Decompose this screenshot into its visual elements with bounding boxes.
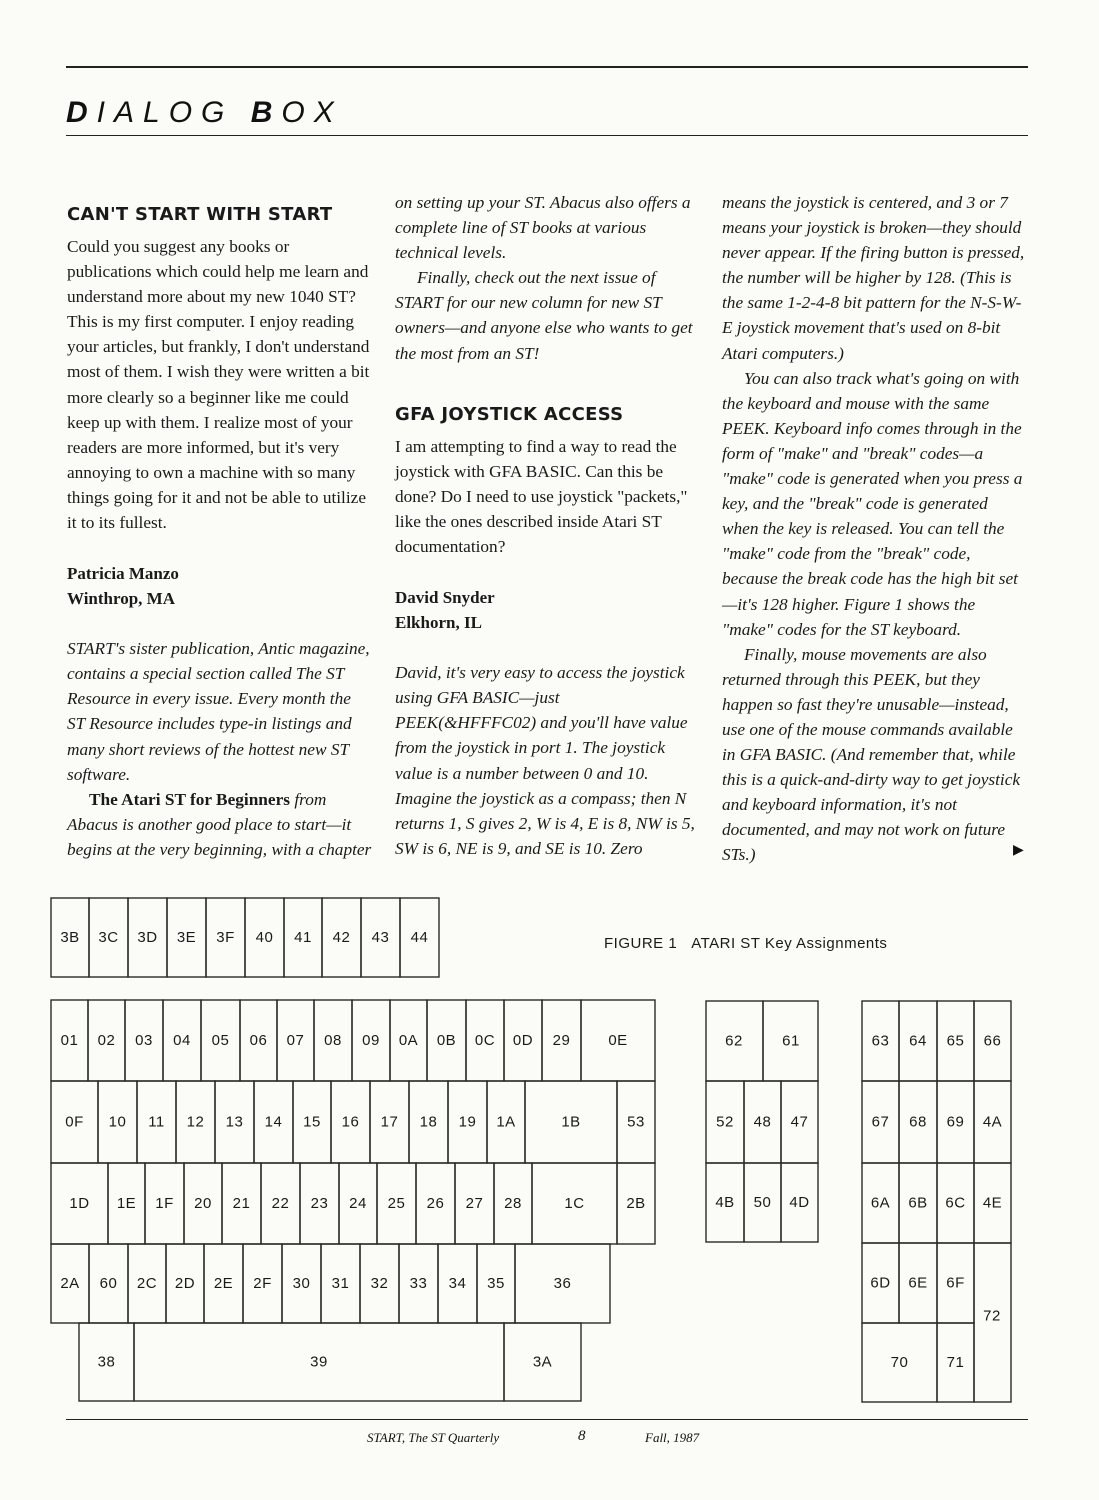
svg-text:38: 38 <box>97 1353 116 1371</box>
svg-text:3D: 3D <box>137 929 158 946</box>
key-66 <box>974 1001 1011 1081</box>
svg-text:2A: 2A <box>60 1275 80 1292</box>
key-32 <box>360 1244 399 1323</box>
key-21 <box>222 1163 261 1244</box>
key-63 <box>862 1001 899 1081</box>
svg-text:60: 60 <box>99 1275 118 1292</box>
key-27 <box>455 1163 494 1244</box>
key-1C <box>532 1163 617 1244</box>
letter-heading-cant-start: CAN'T START WITH START <box>67 204 333 225</box>
svg-text:39: 39 <box>310 1353 328 1371</box>
key-1D <box>51 1163 108 1244</box>
svg-text:6D: 6D <box>870 1274 891 1292</box>
key-3D <box>128 898 167 977</box>
svg-text:26: 26 <box>426 1195 445 1212</box>
key-34 <box>438 1244 477 1323</box>
key-2B <box>617 1163 655 1244</box>
svg-text:27: 27 <box>465 1195 484 1212</box>
key-53 <box>617 1081 655 1163</box>
letter-signature-name: Patricia Manzo <box>67 564 179 584</box>
svg-text:10: 10 <box>108 1113 127 1131</box>
key-65 <box>937 1001 974 1081</box>
svg-text:68: 68 <box>909 1113 927 1131</box>
svg-text:53: 53 <box>627 1113 645 1131</box>
svg-text:6C: 6C <box>945 1194 966 1212</box>
key-39 <box>134 1323 504 1401</box>
key-3C <box>89 898 128 977</box>
key-01 <box>51 1000 88 1081</box>
svg-text:13: 13 <box>225 1113 244 1131</box>
key-1E <box>108 1163 145 1244</box>
key-6E <box>899 1243 937 1323</box>
key-4B <box>706 1163 744 1242</box>
svg-text:09: 09 <box>362 1032 380 1049</box>
svg-text:33: 33 <box>409 1275 428 1292</box>
svg-text:12: 12 <box>186 1113 205 1131</box>
key-40 <box>245 898 284 977</box>
svg-text:0B: 0B <box>436 1032 457 1049</box>
figure-title: ATARI ST Key Assignments <box>691 935 888 952</box>
svg-text:01: 01 <box>60 1032 79 1049</box>
key-3A <box>504 1323 581 1401</box>
svg-text:11: 11 <box>148 1113 165 1131</box>
key-16 <box>331 1081 370 1163</box>
key-28 <box>494 1163 532 1244</box>
key-48 <box>744 1081 781 1163</box>
key-1F <box>145 1163 184 1244</box>
key-2C <box>128 1244 166 1323</box>
key-17 <box>370 1081 409 1163</box>
svg-text:31: 31 <box>331 1275 350 1292</box>
section-header: DIALOG BOX <box>66 96 343 129</box>
svg-text:4A: 4A <box>982 1113 1003 1131</box>
key-64 <box>899 1001 937 1081</box>
key-70 <box>862 1323 937 1402</box>
svg-text:1C: 1C <box>564 1195 585 1212</box>
key-4D <box>781 1163 818 1242</box>
svg-text:65: 65 <box>946 1032 965 1050</box>
key-6F <box>937 1243 974 1323</box>
key-60 <box>89 1244 128 1323</box>
key-3F <box>206 898 245 977</box>
svg-text:23: 23 <box>310 1195 329 1212</box>
key-38 <box>79 1323 134 1401</box>
key-4E <box>974 1163 1011 1243</box>
key-26 <box>416 1163 455 1244</box>
key-35 <box>477 1244 515 1323</box>
svg-text:52: 52 <box>716 1113 734 1131</box>
svg-text:1D: 1D <box>69 1195 90 1212</box>
svg-text:71: 71 <box>946 1354 965 1371</box>
key-30 <box>282 1244 321 1323</box>
reply-paragraph: David, it's very easy to access the joystick using GFA BASIC—just PEEK(&HFFFC02) and you'll have value from the joystick in port 1. The joystick value is a number between 0 and 10. Imagine the joystick as a compass; then N returns 1, S gives 2, W is 4, E is 8, NW is 5, SW is 6, NE is 9, and SE is 10. Zero <box>395 663 695 858</box>
reply-paragraph: START's sister publication, Antic magazine, contains a special section called The ST Resource in every issue. Every month the ST Resource includes type-in listings and many short reviews of the hottest new ST software. <box>67 639 370 784</box>
key-4A <box>974 1081 1011 1163</box>
reply-paragraph: Finally, check out the next issue of START for our new column for new ST owners—and anyone else who wants to get the most from an ST! <box>395 268 693 363</box>
letter-signature-place: Winthrop, MA <box>67 589 176 609</box>
footer-issue: Fall, 1987 <box>645 1430 700 1445</box>
svg-text:50: 50 <box>753 1194 772 1211</box>
key-02 <box>88 1000 125 1081</box>
svg-text:69: 69 <box>946 1113 965 1131</box>
svg-text:72: 72 <box>983 1307 1001 1325</box>
svg-text:2E: 2E <box>213 1275 234 1292</box>
key-03 <box>125 1000 163 1081</box>
svg-text:07: 07 <box>286 1032 305 1049</box>
svg-text:61: 61 <box>782 1032 800 1050</box>
svg-text:3A: 3A <box>532 1353 553 1371</box>
svg-text:47: 47 <box>790 1113 809 1131</box>
footer-page-number: 8 <box>578 1428 586 1444</box>
key-3B <box>51 898 89 977</box>
svg-text:63: 63 <box>871 1032 890 1050</box>
svg-text:14: 14 <box>264 1113 283 1131</box>
key-0E <box>581 1000 655 1081</box>
key-2E <box>204 1244 243 1323</box>
key-1B <box>525 1081 617 1163</box>
key-72 <box>974 1243 1011 1402</box>
svg-text:34: 34 <box>448 1275 467 1292</box>
svg-text:1B: 1B <box>561 1113 581 1131</box>
key-62 <box>706 1001 763 1081</box>
key-23 <box>300 1163 339 1244</box>
svg-text:16: 16 <box>341 1113 360 1131</box>
key-2A <box>51 1244 89 1323</box>
key-33 <box>399 1244 438 1323</box>
svg-text:4B: 4B <box>715 1194 735 1211</box>
svg-text:66: 66 <box>983 1032 1002 1050</box>
footer-publication: START, The ST Quarterly <box>367 1430 500 1445</box>
reply-paragraph: means the joystick is centered, and 3 or 7 means your joystick is broken—they should never appear. If the firing button is pressed, the number will be higher by 128. (This is the same 1-2-4-8 bit pattern for the N-S-W-E joystick movement that's used on 8-bit Atari computers.) <box>722 193 1025 363</box>
svg-text:21: 21 <box>232 1195 251 1212</box>
svg-text:41: 41 <box>294 929 312 946</box>
key-61 <box>763 1001 818 1081</box>
svg-text:2F: 2F <box>253 1275 272 1292</box>
key-2D <box>166 1244 204 1323</box>
svg-text:40: 40 <box>255 929 274 946</box>
key-6B <box>899 1163 937 1243</box>
key-06 <box>240 1000 277 1081</box>
svg-text:43: 43 <box>371 929 390 946</box>
key-2F <box>243 1244 282 1323</box>
key-52 <box>706 1081 744 1163</box>
svg-text:3E: 3E <box>176 929 197 946</box>
svg-text:36: 36 <box>553 1275 572 1292</box>
key-29 <box>542 1000 581 1081</box>
key-12 <box>176 1081 215 1163</box>
svg-text:4E: 4E <box>982 1194 1003 1212</box>
svg-text:29: 29 <box>552 1032 571 1049</box>
svg-text:0C: 0C <box>474 1032 496 1049</box>
key-50 <box>744 1163 781 1242</box>
svg-text:05: 05 <box>211 1032 230 1049</box>
svg-text:4D: 4D <box>789 1194 810 1211</box>
footer-rule <box>66 1419 1028 1420</box>
svg-text:62: 62 <box>725 1032 743 1050</box>
key-47 <box>781 1081 818 1163</box>
svg-text:02: 02 <box>97 1032 116 1049</box>
key-14 <box>254 1081 293 1163</box>
key-68 <box>899 1081 937 1163</box>
key-13 <box>215 1081 254 1163</box>
svg-text:67: 67 <box>871 1113 890 1131</box>
svg-text:64: 64 <box>909 1032 927 1050</box>
key-36 <box>515 1244 610 1323</box>
svg-text:18: 18 <box>419 1113 438 1131</box>
svg-text:03: 03 <box>135 1032 153 1049</box>
key-67 <box>862 1081 899 1163</box>
key-42 <box>322 898 361 977</box>
key-0D <box>504 1000 542 1081</box>
svg-text:20: 20 <box>194 1195 212 1212</box>
svg-text:15: 15 <box>303 1113 321 1131</box>
reply-continued: on setting up your ST. Abacus also offers a complete line of ST books at various technical levels. <box>395 193 691 263</box>
svg-text:3F: 3F <box>216 929 235 946</box>
letter-body: Could you suggest any books or publications which could help me learn and understand more about my new 1040 ST? This is my first computer. I enjoy reading your articles, but frankly, I don't understand most of them. I wish they were written a bit more clearly so a beginner like me could keep up with them. I realize most of your readers are more informed, but it's very annoying to own a machine with so many things going for it and not be able to utilize it to its fullest. <box>67 237 370 533</box>
key-41 <box>284 898 322 977</box>
key-6D <box>862 1243 899 1323</box>
svg-text:1A: 1A <box>496 1113 516 1131</box>
key-08 <box>314 1000 352 1081</box>
svg-text:70: 70 <box>890 1354 909 1371</box>
continue-arrow-icon: ▶ <box>1013 842 1024 858</box>
key-22 <box>261 1163 300 1244</box>
svg-text:32: 32 <box>370 1275 389 1292</box>
letter-heading-gfa-joystick: GFA JOYSTICK ACCESS <box>395 403 624 425</box>
svg-text:6E: 6E <box>908 1274 928 1292</box>
svg-text:04: 04 <box>173 1032 191 1049</box>
key-25 <box>377 1163 416 1244</box>
svg-text:1E: 1E <box>116 1195 137 1212</box>
svg-text:2C: 2C <box>136 1275 158 1292</box>
svg-text:42: 42 <box>332 929 351 946</box>
key-43 <box>361 898 400 977</box>
key-0B <box>427 1000 466 1081</box>
svg-text:44: 44 <box>410 929 429 946</box>
svg-text:25: 25 <box>387 1195 406 1212</box>
key-6A <box>862 1163 899 1243</box>
svg-text:0D: 0D <box>512 1032 534 1049</box>
key-69 <box>937 1081 974 1163</box>
letter-signature-name: David Snyder <box>395 588 495 608</box>
book-title: The Atari ST for Beginners <box>89 789 290 809</box>
svg-text:06: 06 <box>249 1032 268 1049</box>
key-44 <box>400 898 439 977</box>
svg-text:17: 17 <box>380 1113 399 1131</box>
key-04 <box>163 1000 201 1081</box>
key-71 <box>937 1323 974 1402</box>
key-0A <box>390 1000 427 1081</box>
key-07 <box>277 1000 314 1081</box>
key-6C <box>937 1163 974 1243</box>
letter-body: I am attempting to find a way to read the joystick with GFA BASIC. Can this be done? Do I need to use joystick "packets," like the ones described inside Atari ST documentation? <box>395 436 688 557</box>
key-09 <box>352 1000 390 1081</box>
svg-text:6F: 6F <box>946 1274 965 1292</box>
key-20 <box>184 1163 222 1244</box>
key-18 <box>409 1081 448 1163</box>
svg-text:2D: 2D <box>174 1275 196 1292</box>
svg-text:6A: 6A <box>870 1194 891 1212</box>
svg-text:6B: 6B <box>908 1194 928 1212</box>
svg-text:08: 08 <box>324 1032 342 1049</box>
figure-number: FIGURE 1 <box>604 935 678 952</box>
svg-text:28: 28 <box>504 1195 522 1212</box>
svg-text:0A: 0A <box>398 1032 419 1049</box>
key-11 <box>137 1081 176 1163</box>
reply-paragraph: You can also track what's going on with the keyboard and mouse with the same PEEK. Keyboard info comes through in the form of "make" and "break" codes—a "make" code is generated when you press a key, and the "break" code is generated when the key is released. You can tell the "make" code from the "break" code, because the break code has the high bit set—it's 128 higher. Figure 1 shows the "make" codes for the ST keyboard. <box>722 368 1023 639</box>
reply-paragraph: Finally, mouse movements are also returned through this PEEK, but they happen so fast they're unusable—instead, use one of the mouse commands available in GFA BASIC. (And remember that, while this is a quick-and-dirty way to get joystick and keyboard information, it's not documented, and may not work on future STs.) <box>722 644 1021 865</box>
key-0C <box>466 1000 504 1081</box>
letter-signature-place: Elkhorn, IL <box>395 613 482 633</box>
key-05 <box>201 1000 240 1081</box>
key-3E <box>167 898 206 977</box>
svg-text:0E: 0E <box>608 1032 628 1049</box>
svg-text:1F: 1F <box>155 1195 174 1212</box>
svg-text:0F: 0F <box>65 1113 84 1131</box>
svg-text:22: 22 <box>271 1195 290 1212</box>
svg-text:3B: 3B <box>60 929 80 946</box>
key-19 <box>448 1081 487 1163</box>
key-0F <box>51 1081 98 1163</box>
svg-text:2B: 2B <box>626 1195 646 1212</box>
key-31 <box>321 1244 360 1323</box>
key-15 <box>293 1081 331 1163</box>
svg-text:19: 19 <box>458 1113 477 1131</box>
reply-paragraph: from Abacus is another good place to start—it begins at the very beginning, with a chapter <box>67 789 372 859</box>
svg-text:35: 35 <box>487 1275 505 1292</box>
svg-text:30: 30 <box>292 1275 311 1292</box>
key-1A <box>487 1081 525 1163</box>
svg-text:3C: 3C <box>98 929 119 946</box>
svg-text:24: 24 <box>349 1195 367 1212</box>
svg-text:48: 48 <box>753 1113 772 1131</box>
key-10 <box>98 1081 137 1163</box>
key-24 <box>339 1163 377 1244</box>
